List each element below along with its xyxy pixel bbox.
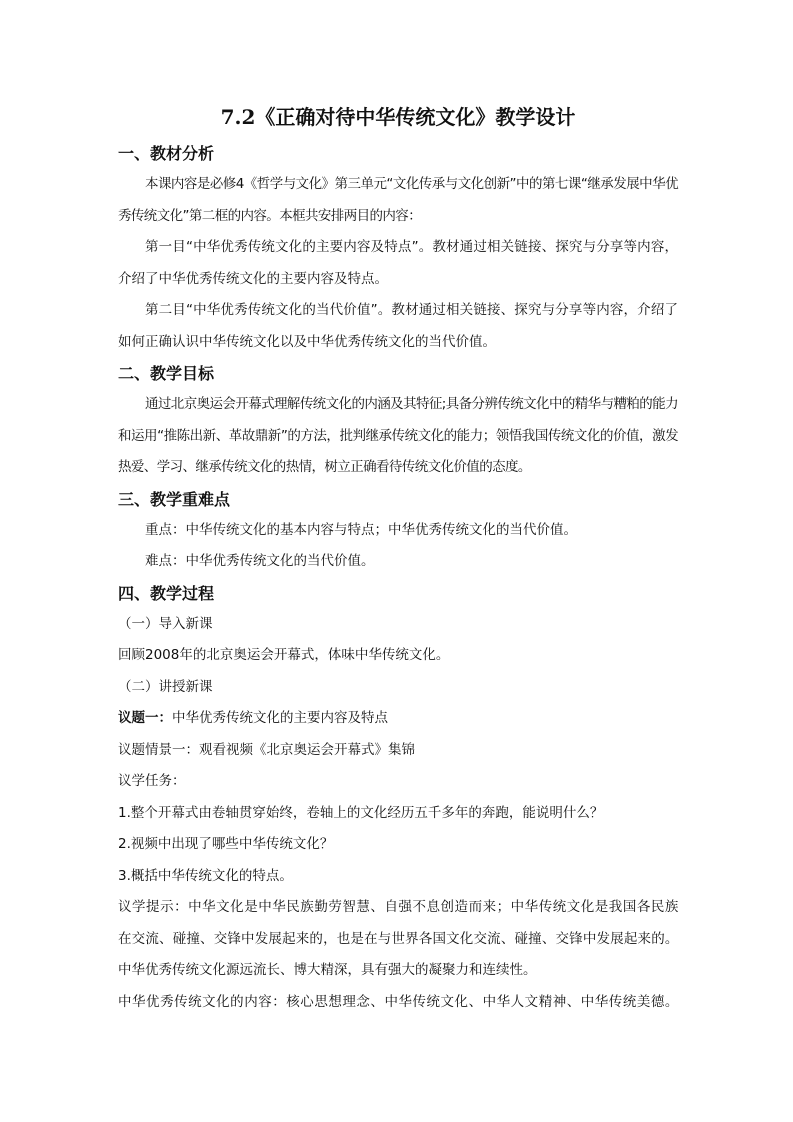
section-heading-teaching-process: 四、教学过程 <box>118 583 215 603</box>
task-item-3: 3.概括中华传统文化的特点。 <box>118 867 293 884</box>
key-point-text: 重点：中华传统文化的基本内容与特点；中华优秀传统文化的当代价值。 <box>145 521 577 538</box>
textbook-analysis-paragraph-3: 第二目“中华优秀传统文化的当代价值”。教材通过相关链接、探究与分享等内容，介绍了如何正确认识中华传统文化以及中华优秀传统文化的当代价值。 <box>118 302 678 350</box>
hint-line-3: 中华优秀传统文化源远流长、博大精深，具有强大的凝聚力和连续性。 <box>118 962 537 978</box>
topic-one-text: 中华优秀传统文化的主要内容及特点 <box>172 710 388 726</box>
topic-one <box>118 703 678 735</box>
content-line: 中华优秀传统文化的内容：核心思想理念、中华传统文化、中华人文精神、中华传统美德。 <box>118 993 678 1010</box>
subheading-introduction: （一）导入新课 <box>118 615 213 632</box>
document-title: 7.2《正确对待中华传统文化》教学设计 <box>220 105 576 129</box>
difficult-point-text: 难点：中华优秀传统文化的当代价值。 <box>145 553 375 569</box>
scenario-text: 议题情景一：观看视频《北京奥运会开幕式》集锦 <box>118 741 415 758</box>
task-label: 议学任务： <box>118 773 186 789</box>
section-heading-key-points: 三、教学重难点 <box>118 489 231 509</box>
document-page <box>118 96 678 1018</box>
hint-line-1: 议学提示：中华文化是中华民族勤劳智慧、自强不息创造而来；中华传统文化是我国各民族 <box>118 899 678 915</box>
topic-one-label: 议题一： <box>118 710 172 726</box>
hint-line-2: 在交流、碰撞、交锋中发展起来的，也是在与世界各国文化交流、碰撞、交锋中发展起来的。 <box>118 930 678 947</box>
subheading-new-lesson: （二）讲授新课 <box>118 678 213 695</box>
textbook-analysis-paragraph-1: 本课内容是必修4《哲学与文化》第三单元“文化传承与文化创新”中的第七课“继承发展中华优秀传统文化”第二框的内容。本框共安排两目的内容： <box>118 176 678 224</box>
introduction-text: 回顾2008年的北京奥运会开幕式，体味中华传统文化。 <box>118 647 450 663</box>
textbook-analysis-paragraph-2: 第一目“中华优秀传统文化的主要内容及特点”。教材通过相关链接、探究与分享等内容，介绍了中华优秀传统文化的主要内容及特点。 <box>118 239 678 287</box>
teaching-goals-paragraph: 通过北京奥运会开幕式理解传统文化的内涵及其特征;具备分辨传统文化中的精华与糟粕的能力和运用“推陈出新、革故鼎新”的方法，批判继承传统文化的能力；领悟我国传统文化的价值，激发热爱、学习、继承传统文化的热情，树立正确看待传统文化价值的态度。 <box>118 396 678 475</box>
task-item-1: 1.整个开幕式由卷轴贯穿始终，卷轴上的文化经历五千多年的奔跑，能说明什么？ <box>118 804 604 821</box>
section-heading-textbook-analysis: 一、教材分析 <box>118 144 215 163</box>
section-heading-teaching-goals: 二、教学目标 <box>118 364 215 383</box>
task-item-2: 2.视频中出现了哪些中华传统文化？ <box>118 836 334 852</box>
